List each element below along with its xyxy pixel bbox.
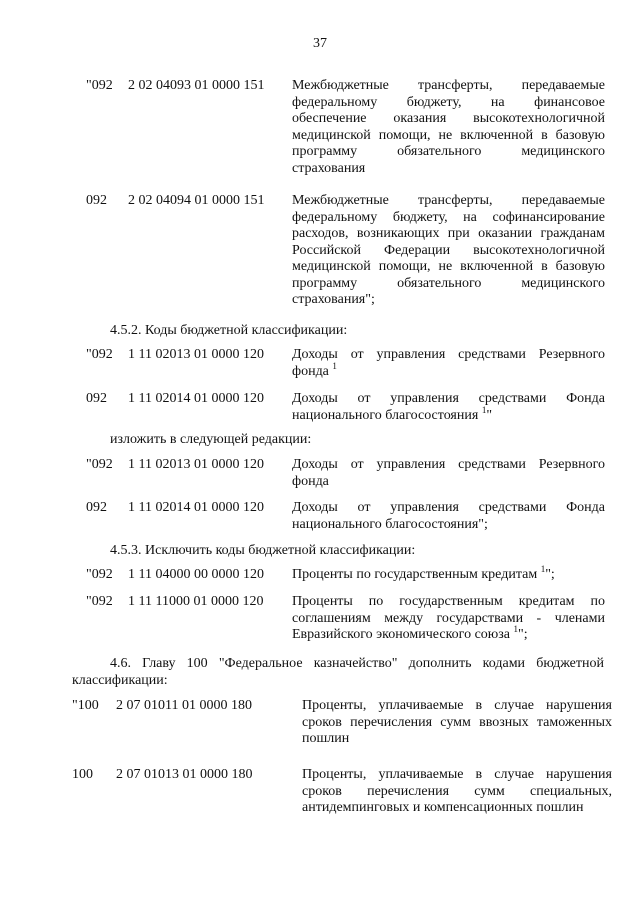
code-description: Межбюджетные трансферты, передаваемые федеральному бюджету, на финансовое обеспечение оказания высокотехнологичной медицинской помощи, не включенной в базовую программу обязательного медицинского страхования <box>292 78 605 176</box>
chapter-code: "092 <box>86 347 113 362</box>
description-text: Проценты по государственным кредитам по соглашениям между государствами - членами Евразийского экономического союза <box>292 594 605 642</box>
classification-code: 1 11 02013 01 0000 120 <box>128 457 264 472</box>
classification-code: 2 07 01011 01 0000 180 <box>116 698 252 713</box>
footnote-mark: 1 <box>332 360 337 371</box>
chapter-code: 092 <box>86 391 107 406</box>
code-description <box>292 347 605 380</box>
classification-code: 1 11 02014 01 0000 120 <box>128 391 264 406</box>
chapter-code: "092 <box>86 594 113 609</box>
section-heading-4-5-2: 4.5.2. Коды бюджетной классификации: <box>110 323 348 338</box>
footnote-mark: 1 <box>513 624 518 634</box>
section-heading-4-6-continued: классификации: <box>72 673 168 688</box>
chapter-code: 092 <box>86 500 107 515</box>
code-description: Доходы от управления средствами Резервного фонда <box>292 457 605 489</box>
section-heading-4-5-3: 4.5.3. Исключить коды бюджетной классификации: <box>110 543 416 558</box>
footnote-mark: 1 <box>481 404 487 415</box>
code-description <box>292 391 605 424</box>
classification-code: 1 11 11000 01 0000 120 <box>128 594 264 609</box>
chapter-code: "100 <box>72 698 99 713</box>
chapter-code: 100 <box>72 767 93 782</box>
code-description <box>292 564 605 584</box>
page-number: 37 <box>313 36 327 51</box>
chapter-code: "092 <box>86 567 113 582</box>
classification-code: 1 11 04000 00 0000 120 <box>128 567 264 582</box>
classification-code: 2 02 04093 01 0000 151 <box>128 78 265 93</box>
description-text: Доходы от управления средствами Фонда национального благосостояния <box>292 391 605 423</box>
code-description: Межбюджетные трансферты, передаваемые федеральному бюджету, на софинансирование расходов, возникающих при оказании гражданам Российской Федерации высокотехнологичной медицинской помощи, не включенной в базовую программу обязательного медицинского страхования"; <box>292 193 605 307</box>
code-description: Проценты, уплачиваемые в случае нарушения сроков перечисления сумм специальных, антидемпинговых и компенсационных пошлин <box>302 767 612 815</box>
classification-code: 1 11 02013 01 0000 120 <box>128 347 264 362</box>
classification-code: 2 07 01013 01 0000 180 <box>116 767 253 782</box>
classification-code: 1 11 02014 01 0000 120 <box>128 500 264 515</box>
closing-quote: "; <box>517 627 528 642</box>
chapter-code: "092 <box>86 78 113 93</box>
chapter-code: "092 <box>86 457 113 472</box>
description-text: Доходы от управления средствами Резервного фонда <box>292 347 605 379</box>
description-text: Проценты по государственным кредитам <box>292 567 541 582</box>
footnote-mark: 1 <box>540 564 546 574</box>
section-heading-4-6: 4.6. Главу 100 "Федеральное казначейство" дополнить кодами бюджетной <box>110 656 604 671</box>
closing-quote: " <box>486 407 493 423</box>
code-description: Проценты, уплачиваемые в случае нарушения сроков перечисления сумм ввозных таможенных пошлин <box>302 698 612 746</box>
classification-code: 2 02 04094 01 0000 151 <box>128 193 265 208</box>
closing-quote: "; <box>545 567 555 582</box>
chapter-code: 092 <box>86 193 107 208</box>
replace-instruction: изложить в следующей редакции: <box>110 432 312 447</box>
code-description <box>292 594 605 644</box>
code-description: Доходы от управления средствами Фонда национального благосостояния"; <box>292 500 605 532</box>
